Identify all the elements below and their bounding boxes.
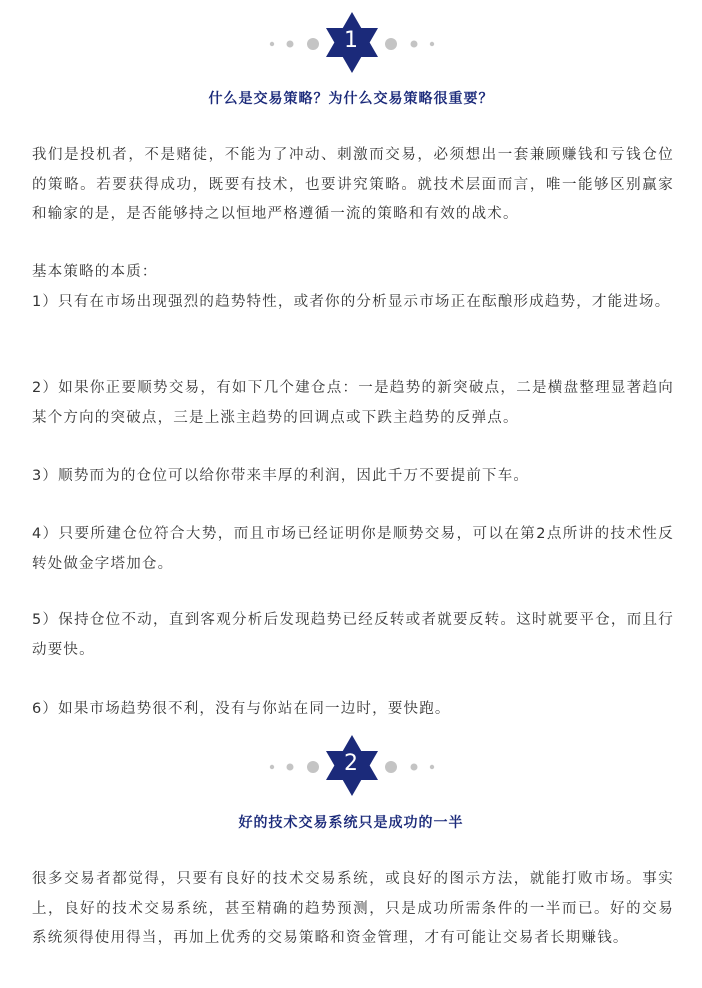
- list-item: 3）顺势而为的仓位可以给你带来丰厚的利润，因此千万不要提前下车。: [32, 468, 530, 484]
- dot-icon: [270, 42, 274, 46]
- dot-icon: [287, 41, 294, 48]
- list-heading: 基本策略的本质：: [32, 264, 158, 280]
- intro-paragraph: 我们是投机者，不是赌徒，不能为了冲动、刺激而交易，必须想出一套兼顾赚钱和亏钱仓位的策略。若要获得成功，既要有技术，也要讲究策略。就技术层面而言，唯一能够区别赢家和输家的是，是否能够持之以恒地严格遵循一流的策略和有效的战术。: [32, 147, 674, 222]
- section-title: 好的技术交易系统只是成功的一半: [238, 815, 464, 831]
- dot-icon: [430, 765, 434, 769]
- section-title: 什么是交易策略？为什么交易策略很重要？: [208, 91, 494, 107]
- section-2-header: [0, 731, 702, 811]
- list-item: 6）如果市场趋势很不利，没有与你站在同一边时，要快跑。: [32, 701, 451, 717]
- section-1-header: [0, 8, 702, 88]
- dot-icon: [307, 761, 319, 773]
- dot-icon: [385, 761, 397, 773]
- list-item: 4）只要所建仓位符合大势，而且市场已经证明你是顺势交易，可以在第2点所讲的技术性反转处做金字塔加仓。: [32, 526, 674, 572]
- list-item: 1）只有在市场出现强烈的趋势特性，或者你的分析显示市场正在酝酿形成趋势，才能进场。: [32, 294, 671, 310]
- dot-icon: [270, 765, 274, 769]
- list-item: 5）保持仓位不动，直到客观分析后发现趋势已经反转或者就要反转。这时就要平仓，而且行动要快。: [32, 612, 674, 658]
- dot-icon: [307, 38, 319, 50]
- section-number: 1: [344, 28, 358, 53]
- dot-icon: [385, 38, 397, 50]
- dot-icon: [430, 42, 434, 46]
- intro-paragraph: 很多交易者都觉得，只要有良好的技术交易系统，或良好的图示方法，就能打败市场。事实上，良好的技术交易系统，甚至精确的趋势预测，只是成功所需条件的一半而已。好的交易系统须得使用得当，再加上优秀的交易策略和资金管理，才有可能让交易者长期赚钱。: [32, 871, 674, 946]
- dot-icon: [411, 764, 418, 771]
- dot-icon: [411, 41, 418, 48]
- list-item: 2）如果你正要顺势交易，有如下几个建仓点：一是趋势的新突破点，二是横盘整理显著趋向某个方向的突破点，三是上涨主趋势的回调点或下跌主趋势的反弹点。: [32, 380, 674, 426]
- section-number: 2: [344, 751, 358, 776]
- dot-icon: [287, 764, 294, 771]
